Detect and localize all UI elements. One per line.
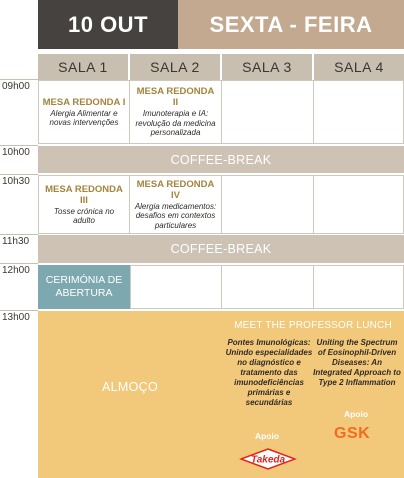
empty-slot — [130, 265, 222, 309]
takeda-logo-text: Takeda — [250, 454, 286, 466]
time-divider — [0, 263, 38, 264]
empty-slot — [313, 265, 404, 309]
day-header: SEXTA - FEIRA — [178, 0, 404, 49]
session-mesa-redonda-2[interactable] — [129, 80, 222, 144]
room-header-sala-1: SALA 1 — [38, 54, 128, 80]
session-subtitle: Alergia Alimentar e novas intervenções — [49, 108, 119, 127]
time-label-1130: 11h30 — [2, 236, 30, 247]
empty-slot — [313, 80, 404, 144]
time-divider — [0, 145, 38, 146]
time-divider — [0, 310, 38, 311]
meet-the-professor-title: MEET THE PROFESSOR LUNCH — [234, 320, 392, 331]
lunch-block — [38, 311, 404, 478]
time-divider — [0, 174, 38, 175]
session-mesa-redonda-1[interactable] — [38, 80, 130, 144]
room-header-sala-4: SALA 4 — [314, 54, 404, 80]
session-subtitle: Tosse crónica no adulto — [53, 206, 115, 225]
opening-ceremony-label: CERIMÓNIA DE ABERTURA — [45, 274, 123, 299]
session-title: MESA REDONDA III — [45, 183, 123, 206]
empty-slot — [221, 175, 314, 234]
date-header: 10 OUT — [38, 0, 178, 49]
session-mesa-redonda-3[interactable] — [38, 175, 130, 234]
time-label-1000: 10h00 — [2, 147, 30, 158]
empty-slot — [221, 265, 314, 309]
coffee-break-1: COFFEE-BREAK — [38, 146, 404, 173]
time-label-1030: 10h30 — [2, 176, 30, 187]
session-title: MESA REDONDA I — [42, 96, 126, 108]
empty-slot — [313, 175, 404, 234]
time-label-0900: 09h00 — [2, 81, 30, 92]
time-label-1300: 13h00 — [2, 312, 30, 323]
coffee-break-2: COFFEE-BREAK — [38, 235, 404, 263]
takeda-logo — [239, 448, 297, 470]
lunch-label: ALMOÇO — [102, 380, 158, 394]
empty-slot — [221, 80, 314, 144]
session-subtitle: Alergia medicamentos: desafios em contextos particulares — [134, 201, 217, 230]
session-mesa-redonda-4[interactable] — [129, 175, 222, 234]
session-title: MESA REDONDA IV — [136, 178, 215, 201]
session-title: MESA REDONDA II — [136, 86, 215, 109]
apoio-label-2: Apoio — [343, 409, 369, 419]
room-header-sala-3: SALA 3 — [222, 54, 312, 80]
lunch-talk-2[interactable]: Uniting the Spectrum of Eosinophil-Driven Diseases: An Integrated Approach to Type 2 Inflammation — [313, 338, 401, 387]
lunch-talk-1[interactable]: Pontes Imunológicas: Unindo especialidades no diagnóstico e tratamento das imunodeficiências primárias e secundárias — [225, 338, 313, 407]
gsk-logo: GSK — [334, 425, 371, 442]
room-header-sala-2: SALA 2 — [130, 54, 220, 80]
session-subtitle: Imunoterapia e IA: revolução da medicina personalizada — [135, 109, 216, 138]
opening-ceremony[interactable] — [38, 265, 130, 309]
time-label-1200: 12h00 — [2, 265, 30, 276]
apoio-label-1: Apoio — [254, 431, 280, 441]
time-divider — [0, 79, 38, 80]
time-divider — [0, 234, 38, 235]
